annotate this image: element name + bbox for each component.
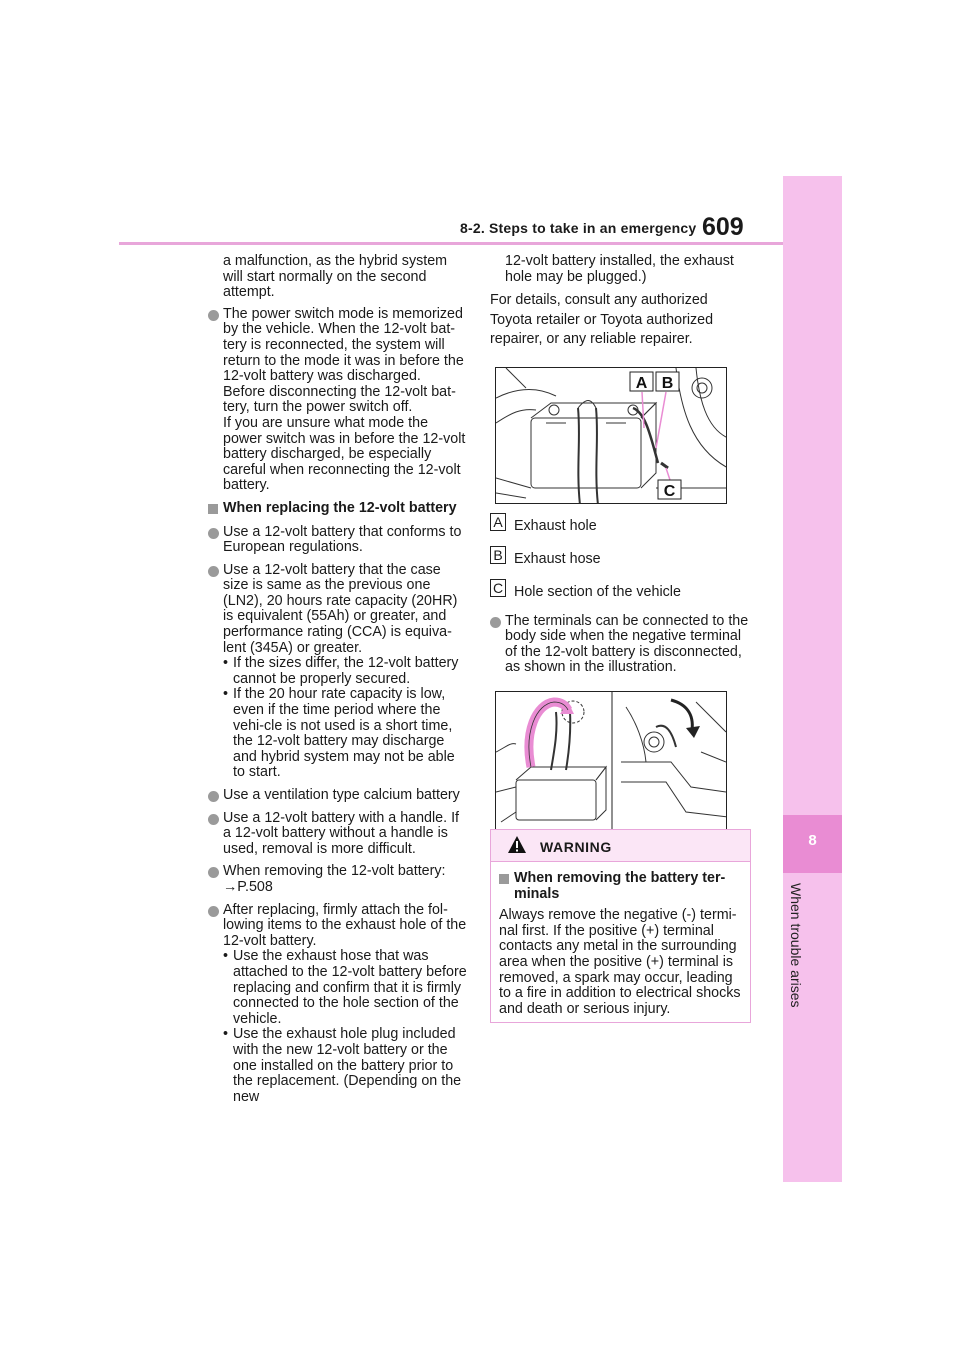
sub-item-text: Use the exhaust hose that was attached to the 12-volt battery before replacing and confirm that it is firmly connected to the hole section of the vehicle. bbox=[233, 948, 467, 1027]
sub-item-text: If the sizes differ, the 12-volt battery cannot be properly secured. bbox=[233, 655, 459, 687]
square-bullet-icon bbox=[208, 504, 218, 514]
bullet-handle bbox=[208, 811, 470, 858]
intro-text: a malfunction, as the hybrid system will start normally on the second attempt. bbox=[223, 253, 448, 301]
sub-item bbox=[223, 1027, 470, 1105]
subheading-replacing bbox=[208, 501, 470, 517]
warning-heading bbox=[499, 871, 744, 902]
warning-triangle-icon bbox=[507, 835, 527, 854]
header-divider bbox=[119, 242, 784, 245]
legend-text-a: Exhaust hole bbox=[514, 517, 597, 534]
warning-header bbox=[491, 830, 750, 862]
warning-heading-text: When removing the battery ter-minals bbox=[514, 870, 726, 902]
warning-text: Always remove the negative (-) termi-nal first. If the positive (+) terminal contacts any metal in the surrounding area when the positive (+) terminal is removed, a spark may occur, leading to a fire in addition to electrical shocks and death or serious injury. bbox=[499, 907, 741, 1017]
bullet-dot-icon bbox=[208, 528, 219, 539]
bullet-dot-icon bbox=[208, 791, 219, 802]
sub-item bbox=[223, 656, 470, 687]
bullet-dot-icon bbox=[208, 906, 219, 917]
page-number: 609 bbox=[702, 213, 744, 241]
sub-bullet-icon: • bbox=[223, 655, 229, 672]
bullet-terminals bbox=[490, 614, 752, 676]
legend-key-a: A bbox=[490, 513, 506, 531]
sub-item bbox=[223, 687, 470, 781]
legend-key-c: C bbox=[490, 579, 506, 597]
sub-item bbox=[223, 949, 470, 1027]
sub-item-text: If the 20 hour rate capacity is low, even if the time period where the vehi-cle is not used is a short time, the 12-volt battery may discharge and hybrid system may not be able to start. bbox=[233, 686, 455, 781]
warning-body bbox=[491, 862, 750, 1017]
bullet-handle-text: Use a 12-volt battery with a handle. If a 12-volt battery without a handle is used, removal is more difficult. bbox=[223, 809, 460, 857]
terminal-connection-illustration bbox=[495, 691, 727, 831]
bullet-after-replacing-text: After replacing, firmly attach the fol-lowing items to the exhaust hole of the 12-volt battery. bbox=[223, 901, 467, 949]
sub-item-text: Use the exhaust hole plug included with the new 12-volt battery or the one installed on the battery prior to the replacement. (Depending on the new bbox=[233, 1026, 462, 1105]
square-bullet-icon bbox=[499, 874, 509, 884]
bullet-ventilation bbox=[208, 788, 470, 804]
bullet-dot-icon bbox=[490, 617, 501, 628]
bullet-removing-text: When removing the 12-volt battery: bbox=[223, 863, 446, 880]
bullet-dot-icon bbox=[208, 310, 219, 321]
bullet-dot-icon bbox=[208, 867, 219, 878]
bullet-dot-icon bbox=[208, 814, 219, 825]
bullet-power-switch bbox=[208, 307, 470, 494]
legend-text-c: Hole section of the vehicle bbox=[514, 583, 681, 600]
chapter-side-tab bbox=[783, 176, 842, 1182]
chapter-title: When trouble arises bbox=[788, 883, 804, 1008]
bullet-power-switch-p3: If you are unsure what mode the power switch was in before the 12-volt battery discharged, be especially careful when reconnecting the 12-volt battery. bbox=[223, 414, 466, 494]
left-column bbox=[208, 254, 470, 1112]
section-title: 8-2. Steps to take in an emergency bbox=[460, 220, 697, 236]
legend-key-b: B bbox=[490, 546, 506, 564]
details-line: Toyota retailer or Toyota authorized bbox=[490, 311, 714, 328]
page-reference-link[interactable]: →P.508 bbox=[223, 878, 273, 895]
details-line: For details, consult any authorized bbox=[490, 292, 708, 309]
battery-exhaust-illustration bbox=[495, 367, 727, 504]
bullet-after-replacing bbox=[208, 903, 470, 1106]
bullet-power-switch-p1: The power switch mode is memorized by the vehicle. When the 12-volt bat-tery is reconnected, the system will return to the mode it was in before the 12-volt battery was discharged. bbox=[223, 305, 464, 385]
chapter-number: 8 bbox=[808, 832, 817, 849]
warning-label: WARNING bbox=[540, 839, 612, 855]
figure-label-c: C bbox=[663, 482, 676, 500]
bullet-case-size bbox=[208, 563, 470, 781]
battery-exhaust-drawing bbox=[496, 368, 727, 504]
warning-box bbox=[490, 829, 751, 1023]
bullet-case-size-text: Use a 12-volt battery that the case size is same as the previous one (LN2), 20 hours rate capacity (20HR) is equivalent (55Ah) or greater, and performance rating (CCA) is equiva-lent (345A) or greater. bbox=[223, 561, 458, 656]
bullet-european-regulations bbox=[208, 525, 470, 556]
legend-text-b: Exhaust hose bbox=[514, 550, 601, 567]
details-line: repairer, or any reliable repairer. bbox=[490, 331, 693, 348]
figure-label-a: A bbox=[635, 374, 648, 392]
bullet-terminals-text: The terminals can be connected to the body side when the negative terminal of the 12-volt battery is disconnected, as shown in the illustration. bbox=[505, 612, 749, 676]
bullet-dot-icon bbox=[208, 566, 219, 577]
bullet-ventilation-text: Use a ventilation type calcium battery bbox=[223, 787, 460, 803]
sub-bullet-icon: • bbox=[223, 948, 229, 965]
sub-bullet-icon: • bbox=[223, 686, 229, 703]
right-column bbox=[490, 254, 752, 831]
sub-bullet-icon: • bbox=[223, 1026, 229, 1043]
legend-item-a bbox=[490, 513, 752, 537]
subheading-replacing-text: When replacing the 12-volt battery bbox=[223, 499, 457, 516]
terminal-connection-drawing bbox=[496, 692, 727, 831]
bullet-european-regulations-text: Use a 12-volt battery that conforms to European regulations. bbox=[223, 523, 462, 556]
bullet-power-switch-p2: Before disconnecting the 12-volt bat-tery, turn the power switch off. bbox=[223, 383, 456, 416]
bullet-removing bbox=[208, 864, 470, 895]
figure-label-b: B bbox=[661, 374, 674, 392]
legend-item-b bbox=[490, 546, 752, 570]
legend-item-c bbox=[490, 579, 752, 603]
continuation-text: 12-volt battery installed, the exhaust hole may be plugged.) bbox=[505, 253, 734, 285]
